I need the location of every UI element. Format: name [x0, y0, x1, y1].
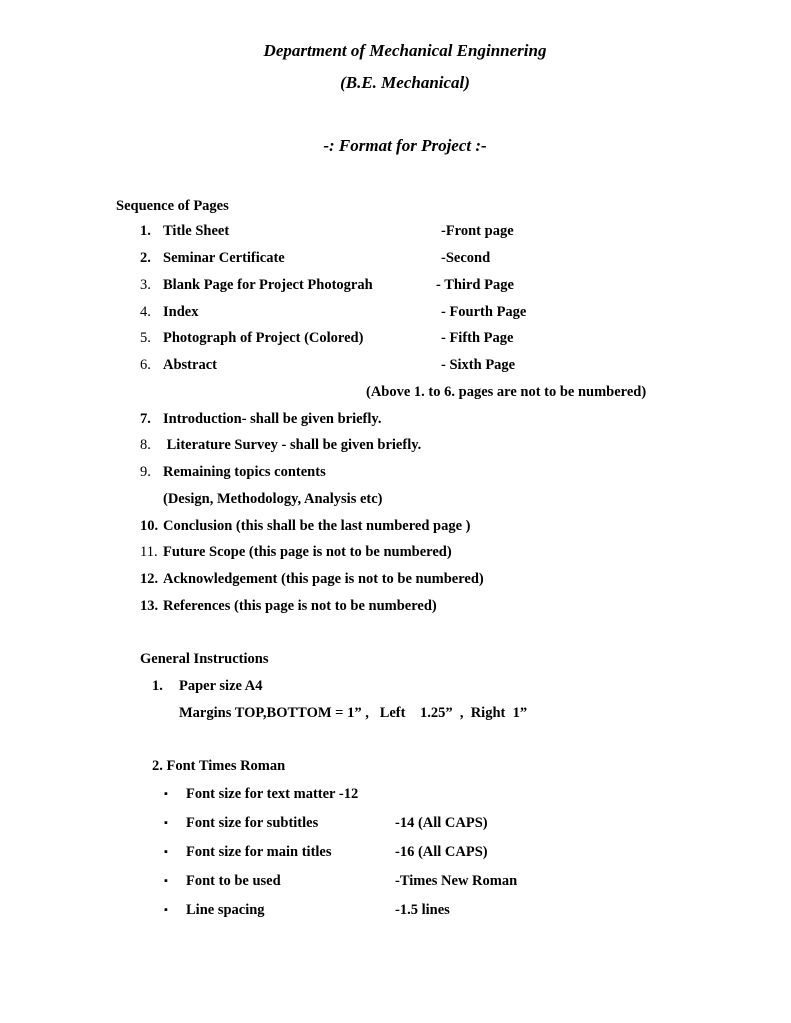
- list-item-number: 5.: [140, 330, 151, 346]
- list-item-text: Index: [163, 304, 199, 320]
- department-title: Department of Mechanical Enginnering: [263, 41, 547, 60]
- list-item-number: 6.: [140, 357, 151, 373]
- sequence-heading: Sequence of Pages: [116, 198, 229, 214]
- program-title: (B.E. Mechanical): [340, 73, 470, 92]
- list-item-text: Conclusion (this shall be the last numbered page ): [163, 518, 471, 534]
- bullet-label: Font size for subtitles: [186, 815, 319, 831]
- unnumbered-note: (Above 1. to 6. pages are not to be numbered): [366, 384, 647, 400]
- list-item-number: 1.: [140, 223, 151, 239]
- list-item-text: Acknowledgement (this page is not to be numbered): [163, 571, 484, 587]
- list-item-text: (Design, Methodology, Analysis etc): [163, 491, 383, 507]
- list-item-text: Seminar Certificate: [163, 250, 285, 266]
- list-item-page: - Sixth Page: [441, 357, 516, 373]
- list-item-page: - Fourth Page: [441, 304, 527, 320]
- list-item-page: - Fifth Page: [441, 330, 514, 346]
- bullet-value: -16 (All CAPS): [395, 844, 488, 860]
- list-item-number: 4.: [140, 304, 151, 320]
- list-item-text: Blank Page for Project Photograh: [163, 277, 373, 293]
- bullet-icon: ▪: [164, 788, 168, 800]
- font-heading: 2. Font Times Roman: [152, 758, 286, 774]
- list-item-text: Abstract: [163, 357, 217, 373]
- list-item-number: 10.: [140, 518, 159, 534]
- list-item-number: 8.: [140, 437, 151, 453]
- list-item-text: Introduction- shall be given briefly.: [163, 411, 382, 427]
- general-instructions-heading: General Instructions: [140, 651, 269, 667]
- list-item-page: - Third Page: [436, 277, 514, 293]
- list-item-text: References (this page is not to be numbered): [163, 598, 437, 614]
- bullet-value: -1.5 lines: [395, 902, 450, 918]
- list-item-number: 3.: [140, 277, 151, 293]
- bullet-icon: ▪: [164, 817, 168, 829]
- list-item-number: 2.: [140, 250, 151, 266]
- format-title: -: Format for Project :-: [323, 136, 487, 155]
- list-item-number: 12.: [140, 571, 159, 587]
- bullet-icon: ▪: [164, 904, 168, 916]
- bullet-value: -Times New Roman: [395, 873, 518, 889]
- list-item-number: 13.: [140, 598, 159, 614]
- list-item-text: Photograph of Project (Colored): [163, 330, 364, 346]
- list-item-text: Remaining topics contents: [163, 464, 326, 480]
- list-item-number: 11.: [140, 544, 158, 560]
- list-item-text: Title Sheet: [163, 223, 230, 239]
- paper-size: Paper size A4: [179, 678, 263, 694]
- list-item-page: -Front page: [441, 223, 514, 239]
- bullet-icon: ▪: [164, 846, 168, 858]
- bullet-label: Line spacing: [186, 902, 265, 918]
- bullet-value: -14 (All CAPS): [395, 815, 488, 831]
- list-item-number: 7.: [140, 411, 151, 427]
- list-item-text: Future Scope (this page is not to be numbered): [163, 544, 452, 560]
- bullet-label: Font size for main titles: [186, 844, 332, 860]
- margins: Margins TOP,BOTTOM = 1” , Left 1.25” , Right 1”: [179, 705, 528, 721]
- list-item-page: -Second: [441, 250, 491, 266]
- bullet-icon: ▪: [164, 875, 168, 887]
- bullet-label: Font size for text matter -12: [186, 786, 359, 802]
- bullet-label: Font to be used: [186, 873, 281, 889]
- list-item-number: 9.: [140, 464, 151, 480]
- paper-size-number: 1.: [152, 678, 163, 694]
- list-item-text: Literature Survey - shall be given briefly.: [163, 437, 422, 453]
